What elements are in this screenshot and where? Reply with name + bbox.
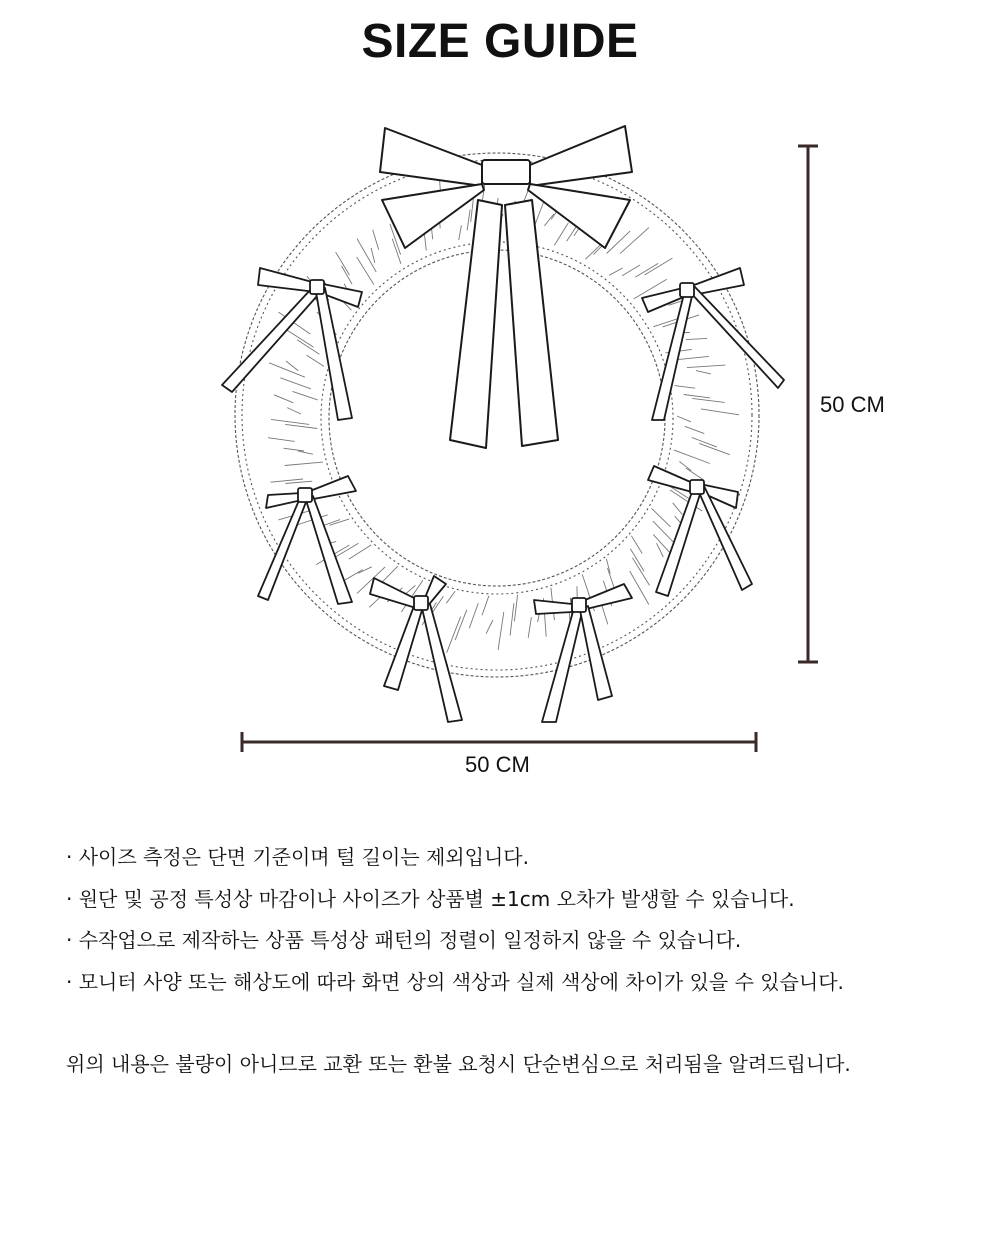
wreath-illustration: [0, 100, 1000, 800]
fur-stroke: [446, 591, 455, 603]
fur-stroke: [632, 558, 649, 586]
fur-stroke: [285, 462, 323, 465]
fur-stroke: [447, 617, 461, 653]
fur-stroke: [679, 462, 691, 471]
fur-stroke: [467, 210, 470, 231]
fur-stroke: [685, 426, 705, 433]
fur-stroke: [686, 338, 707, 339]
fur-stroke: [622, 265, 640, 276]
fur-stroke: [293, 391, 318, 400]
bow-upper-right: [642, 268, 784, 420]
fur-stroke: [274, 395, 293, 403]
fur-stroke: [371, 248, 375, 263]
small-bows: [222, 268, 784, 722]
fur-stroke: [358, 567, 372, 574]
fur-stroke: [630, 549, 644, 572]
fur-stroke: [336, 252, 350, 275]
note-item: · 원단 및 공정 특성상 마감이나 사이즈가 상품별 ±1cm 오차가 발생할 수 있습니다.: [66, 886, 795, 911]
fur-stroke: [657, 543, 664, 557]
fur-stroke: [608, 568, 615, 588]
footer-notice: 위의 내용은 불량이 아니므로 교환 또는 환불 요청시 단순변심으로 처리됨을 알려드립니다.: [66, 1052, 851, 1076]
fur-stroke: [307, 355, 325, 366]
fur-stroke: [528, 617, 531, 638]
fur-stroke: [459, 225, 462, 240]
fur-stroke: [692, 398, 724, 402]
note-item: · 사이즈 측정은 단면 기준이며 털 길이는 제외입니다.: [66, 845, 529, 869]
fur-stroke: [286, 481, 313, 483]
fur-stroke: [345, 570, 363, 581]
fur-stroke: [676, 356, 708, 359]
fur-stroke: [701, 409, 739, 415]
height-dimension-line: [798, 146, 818, 662]
fur-stroke: [373, 230, 379, 250]
fur-stroke: [269, 363, 305, 377]
width-dimension-line: [242, 732, 756, 752]
fur-stroke: [286, 330, 314, 348]
width-label: 50 CM: [465, 752, 530, 777]
bow-upper-left: [222, 268, 362, 420]
note-item: · 수작업으로 제작하는 상품 특성상 패턴의 정렬이 일정하지 않을 수 있습니다.: [66, 928, 742, 952]
fur-stroke: [298, 451, 313, 454]
note-item: · 모니터 사양 또는 해상도에 따라 화면 상의 색상과 실제 색상에 차이가 있을 수 있습니다.: [66, 969, 844, 994]
fur-stroke: [687, 365, 726, 368]
fur-stroke: [357, 257, 374, 285]
fur-stroke: [677, 416, 691, 422]
fur-stroke: [271, 419, 309, 424]
fur-stroke: [455, 610, 467, 640]
fur-stroke: [342, 266, 352, 284]
fur-stroke: [631, 536, 642, 554]
fur-stroke: [653, 521, 676, 544]
height-label: 50 CM: [820, 392, 885, 417]
page-title: SIZE GUIDE: [361, 15, 639, 68]
fur-stroke: [469, 603, 478, 628]
fur-stroke: [585, 245, 600, 259]
fur-stroke: [482, 596, 489, 616]
fur-stroke: [544, 214, 554, 226]
fur-stroke: [699, 443, 730, 454]
fur-stroke: [696, 371, 711, 374]
fur-stroke: [286, 361, 298, 371]
fur-stroke: [609, 268, 622, 275]
fur-stroke: [498, 612, 504, 650]
fur-stroke: [283, 448, 304, 451]
fur-stroke: [673, 503, 683, 515]
bow-mid-right: [648, 466, 752, 596]
fur-stroke: [287, 408, 301, 414]
fur-stroke: [686, 468, 704, 480]
fur-stroke: [652, 508, 671, 527]
fur-stroke: [684, 395, 710, 398]
fur-stroke: [514, 595, 517, 622]
fur-stroke: [297, 340, 319, 355]
fur-stroke: [674, 450, 710, 464]
fur-stroke: [554, 223, 568, 246]
fur-stroke: [486, 620, 493, 634]
fur-stroke: [630, 571, 649, 605]
fur-stroke: [645, 258, 673, 275]
top-bow: [380, 126, 632, 448]
fur-stroke: [285, 424, 317, 428]
fur-stroke: [620, 228, 649, 254]
fur-stroke: [510, 603, 514, 635]
fur-stroke: [674, 386, 695, 389]
bow-mid-left: [258, 476, 356, 604]
fur-stroke: [268, 438, 295, 442]
bow-lower-right: [534, 584, 632, 722]
fur-stroke: [271, 479, 304, 482]
fur-stroke: [280, 378, 311, 389]
notes-list: [66, 842, 844, 1008]
